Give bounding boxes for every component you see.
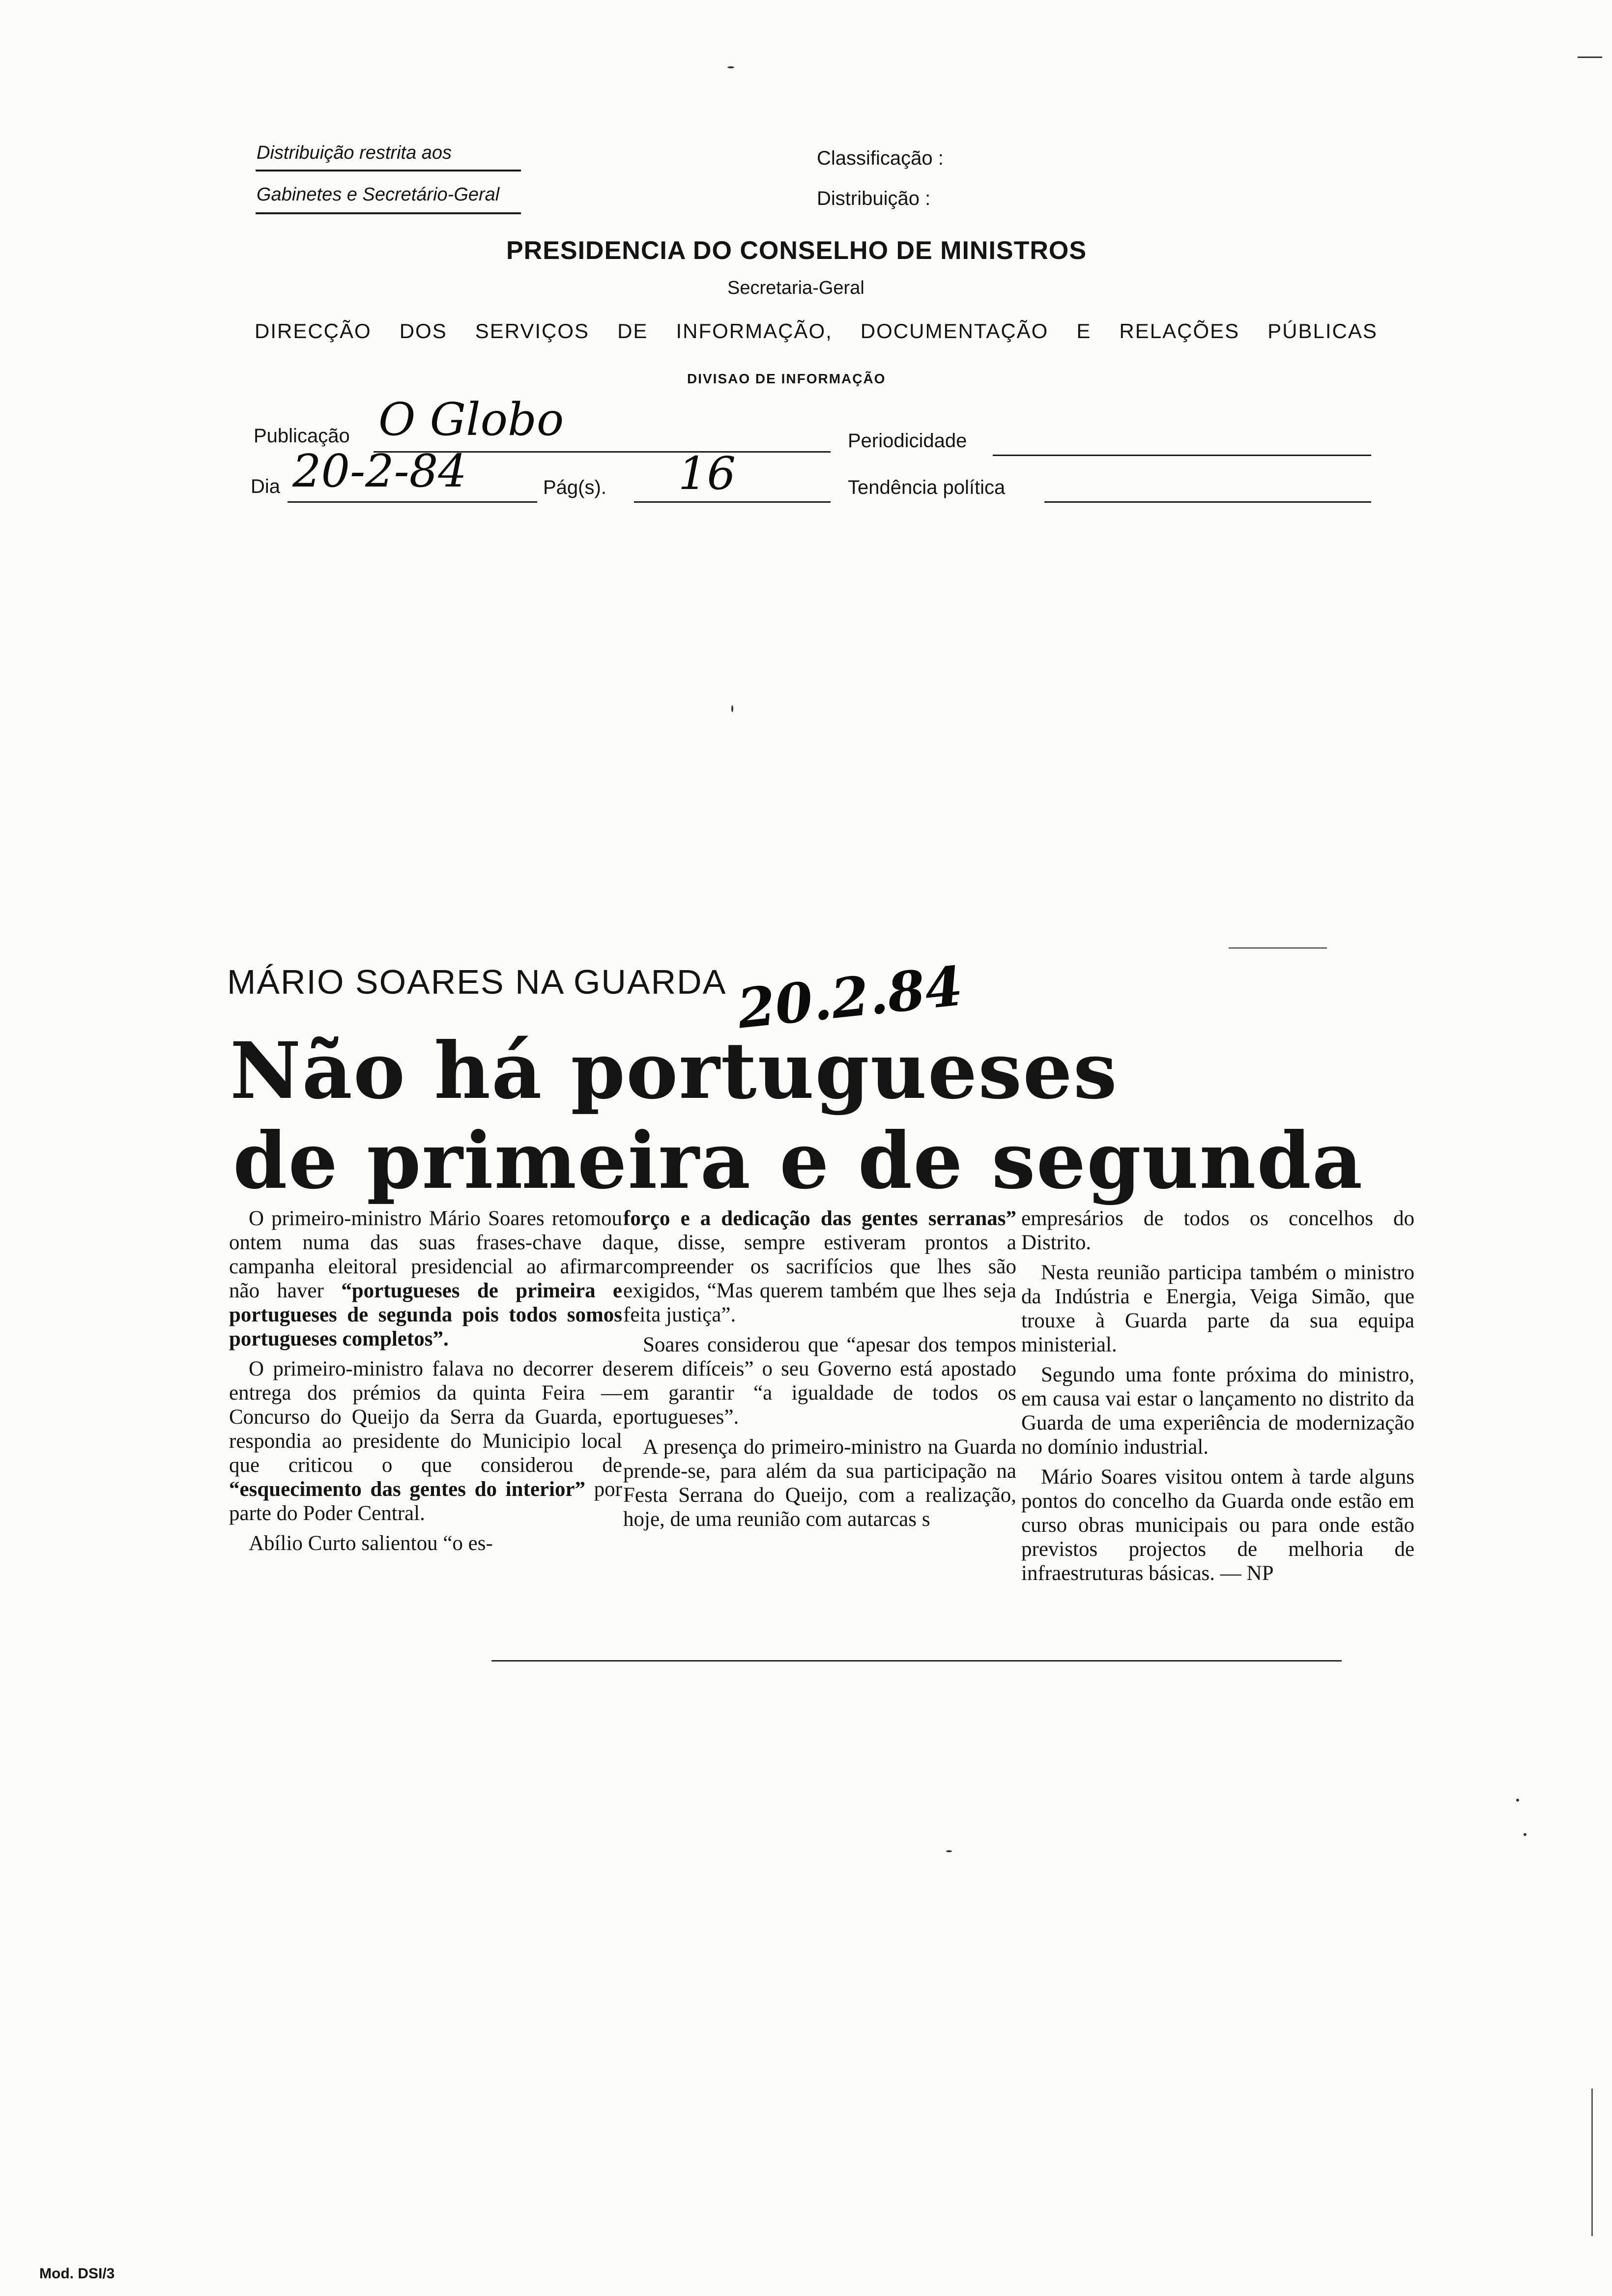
department-word: E	[1076, 319, 1092, 343]
publication-handwritten: O Globo	[378, 393, 564, 446]
scan-edge	[1591, 2089, 1593, 2236]
text: que, disse, sempre estiveram prontos a compreender os sacrifícios que lhes são exigidos, “Mas querem também que lhes seja feita justiça”.	[623, 1231, 1016, 1326]
scan-mark	[731, 705, 733, 712]
classification-label: Classificação :	[817, 147, 944, 169]
pages-handwritten: 16	[678, 447, 736, 500]
department-word: DOS	[399, 319, 447, 343]
department-word: SERVIÇOS	[475, 319, 590, 343]
scan-mark	[1516, 1799, 1519, 1802]
tendency-field-line	[1044, 501, 1371, 503]
clipping-edge	[1229, 947, 1327, 948]
text: O primeiro-ministro Mário Soares retomou ontem numa das suas frases-chave da campanha eleitoral presidencial ao afirmar não haver	[229, 1207, 622, 1302]
distribution-restriction-note: Distribuição restrita aos	[257, 143, 452, 163]
scan-mark	[1578, 57, 1602, 58]
article-headline-line1: Não há portugueses	[230, 1026, 1118, 1117]
distribution-label: Distribuição :	[817, 188, 931, 209]
scan-mark	[946, 1850, 952, 1852]
organization-subtitle: Secretaria-Geral	[727, 278, 864, 298]
department-word: PÚBLICAS	[1267, 319, 1378, 343]
underline	[256, 212, 521, 214]
paragraph	[623, 1206, 1016, 1327]
periodicity-label: Periodicidade	[848, 430, 967, 452]
day-label: Dia	[251, 476, 281, 497]
department-word: RELAÇÕES	[1119, 319, 1240, 343]
paragraph	[229, 1206, 622, 1351]
tendency-label: Tendência política	[848, 477, 1006, 498]
department-word: DE	[617, 319, 648, 343]
paragraph: Soares considerou que “apesar dos tempos serem difíceis” o seu Governo está apostado em garantir “a igualdade de todos os portugueses”.	[623, 1333, 1016, 1429]
distribution-restriction-note-2: Gabinetes e Secretário-Geral	[257, 184, 500, 205]
pages-label: Pág(s).	[543, 477, 606, 498]
text: O primeiro-ministro falava no decorrer de entrega dos prémios da quinta Feira — Concurso do Queijo da Serra da Guarda, e respondia ao presidente do Municipio local que criticou o que considerou de	[229, 1357, 622, 1477]
paragraph: Mário Soares visitou ontem à tarde alguns pontos do concelho da Guarda onde estão em curso obras municipais ou para onde estão previstos projectos de melhoria de infraestruturas básicas. — NP	[1021, 1465, 1414, 1585]
paragraph	[229, 1357, 622, 1525]
emphasis: “esquecimento das gentes do interior”	[229, 1478, 586, 1501]
day-handwritten: 20-2-84	[292, 445, 467, 497]
emphasis: “portugueses de primeira e portugueses de segunda pois todos somos portugueses completos”.	[229, 1279, 623, 1350]
department-word: INFORMAÇÃO,	[676, 319, 833, 343]
emphasis: forço e a dedicação das gentes serranas”	[623, 1207, 1016, 1230]
publication-label: Publicação	[254, 425, 350, 447]
date-stamp-handwritten: 20.2.84	[734, 954, 966, 1041]
day-field-line	[288, 501, 537, 503]
organization-title: PRESIDENCIA DO CONSELHO DE MINISTROS	[506, 236, 1087, 265]
article-headline-line2: de primeira e de segunda	[233, 1116, 1364, 1206]
scan-mark	[727, 66, 734, 68]
article-bottom-rule	[491, 1660, 1342, 1662]
article-column-3	[1021, 1206, 1414, 1591]
department-name	[255, 319, 1378, 343]
paragraph: Abílio Curto salientou “o es-	[249, 1532, 493, 1555]
paragraph: A presença do primeiro-ministro na Guarda prende-se, para além da sua participação na Festa Serrana do Queijo, com a realização, hoje, de uma reunião com autarcas s	[623, 1435, 1016, 1531]
paragraph: Nesta reunião participa também o ministro da Indústria e Energia, Veiga Simão, que trouxe à Guarda parte da sua equipa ministerial.	[1021, 1261, 1414, 1356]
text: por parte do Poder Central.	[229, 1478, 622, 1525]
scan-mark	[1524, 1833, 1526, 1836]
paragraph: empresários de todos os concelhos do Distrito.	[1021, 1207, 1414, 1254]
department-word: DOCUMENTAÇÃO	[860, 319, 1049, 343]
article-column-1	[229, 1206, 622, 1561]
article-kicker: MÁRIO SOARES NA GUARDA	[227, 963, 727, 1001]
paragraph: Segundo uma fonte próxima do ministro, em causa vai estar o lançamento no distrito da Guarda de uma experiência de modernização no domínio industrial.	[1021, 1363, 1414, 1459]
department-word: DIRECÇÃO	[255, 319, 372, 343]
pages-field-line	[634, 501, 831, 503]
division-name: DIVISAO DE INFORMAÇÃO	[687, 371, 886, 386]
underline	[256, 170, 521, 172]
article-column-2	[623, 1206, 1016, 1537]
form-code: Mod. DSI/3	[39, 2266, 115, 2282]
periodicity-field-line	[993, 455, 1371, 456]
